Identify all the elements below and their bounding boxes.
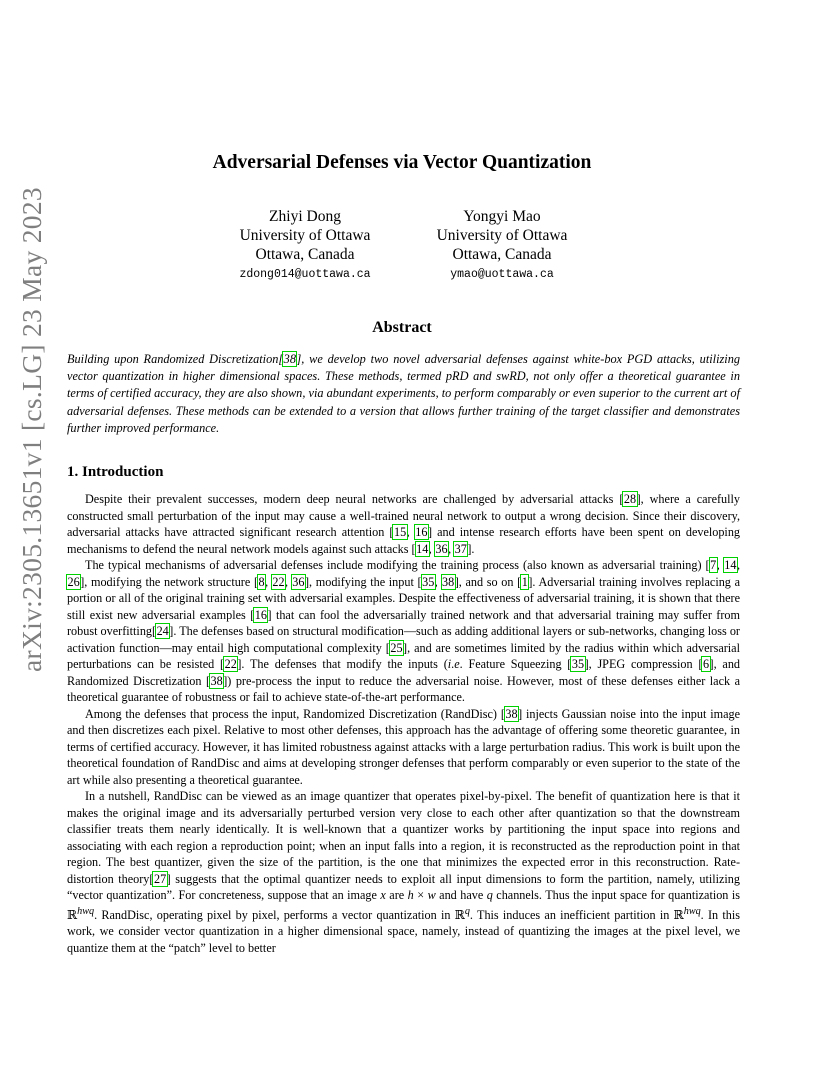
author-email[interactable]: ymao@uottawa.ca (450, 268, 554, 281)
abstract-heading: Abstract (372, 319, 432, 336)
citation-link[interactable]: 7 (710, 558, 717, 572)
author-affiliation: University of Ottawa (239, 227, 371, 244)
citation-link[interactable]: 22 (224, 657, 237, 671)
citation-link[interactable]: 38 (283, 352, 296, 366)
citation-link[interactable]: 16 (415, 525, 428, 539)
paper-title: Adversarial Defenses via Vector Quantization (212, 152, 592, 173)
citation-link[interactable]: 24 (156, 624, 169, 638)
citation-link[interactable]: 14 (416, 541, 429, 556)
author-name: Yongyi Mao (463, 208, 541, 225)
author-affiliation: University of Ottawa (436, 227, 568, 244)
citation-link[interactable]: 35 (422, 574, 435, 589)
citation-link[interactable]: 38 (210, 673, 223, 688)
citation-link[interactable]: 35 (571, 657, 585, 671)
author-email[interactable]: zdong014@uottawa.ca (239, 268, 371, 281)
paragraph: The typical mechanisms of adversarial defenses include modifying the training process (also known as adversarial training) [7, 14, 26], modifying the network structure [8, 22, 36], modifying the input [35, 38], and so on [1]. Adversarial training involves replacing a portion or all of the original training set with adversarial examples. Despite the effectiveness of adversarial training, it is shown that there still exist new adversarial examples [16] that can fool the adversarially trained network and that adversarial training may suffer from robust overfitting[24]. The defenses based on structural modification—such as adding additional layers or sub-networks, changing loss or activation function—may entail high computational complexity [25], and are sometimes limited by the radius within which adversarial perturbations can be resisted [22]. The defenses that modify the inputs (i.e. Feature Squeezing [35], JPEG compression [6], and Randomized Discretization [38]) pre-process the input to reduce the adversarial noise. However, most of these defenses either lack a theoretical guarantee of robustness or fail to achieve state-of-the-art performance. (67, 558, 741, 704)
citation-link[interactable]: 1 (521, 574, 528, 589)
citation-link[interactable]: 36 (292, 574, 305, 589)
citation-link[interactable]: 37 (454, 541, 467, 556)
citation-link[interactable]: 22 (272, 574, 285, 589)
author-location: Ottawa, Canada (452, 246, 552, 263)
citation-link[interactable]: 38 (442, 574, 455, 589)
arxiv-identifier-stamp: arXiv:2305.13651v1 [cs.LG] 23 May 2023 (16, 187, 47, 672)
section-body (67, 491, 740, 956)
citation-link[interactable]: 15 (393, 525, 407, 539)
citation-link[interactable]: 28 (623, 492, 637, 506)
author-name: Zhiyi Dong (269, 208, 341, 225)
citation-link[interactable]: 38 (505, 706, 518, 721)
abstract-text: Building upon Randomized Discretization[38], we develop two novel adversarial defenses against white-box PGD attacks, utilizing vector quantization in higher dimensional spaces. These methods, termed pRD and swRD, not only offer a theoretical guarantee in terms of certified accuracy, they are also shown, via abundant experiments, to perform comparably or even superior to the current art of adversarial defenses. These methods can be extended to a version that allows further training of the target classifier and demonstrates further improved performance. (67, 352, 740, 435)
citation-link[interactable]: 8 (258, 574, 265, 589)
citation-link[interactable]: 14 (724, 558, 737, 572)
citation-link[interactable]: 26 (67, 574, 80, 589)
paragraph: In a nutshell, RandDisc can be viewed as an image quantizer that operates pixel-by-pixel. The benefit of quantization here is that it makes the original image and its adversarially perturbed version very close to each other after quantization so that the downstream classifier treats them nearly identically. It is well-known that a quantizer works by partitioning the input space into regions and associating with each region a reproduction point; when an input falls into a region, it is reconstructed as the reproduction point in that region. The best quantizer, given the size of the partition, is the one that minimizes the expected error in this reconstruction. Rate-distortion theory[27] suggests that the optimal quantizer needs to exploit all input dimensions to form the partition, namely, utilizing “vector quantization”. For concreteness, suppose that an image x are h × w and have q channels. Thus the input space for quantization is ℝ$^{hwq}$. RandDisc, operating pixel by pixel, performs a vector quantization in ℝ$^q$. This induces an inefficient partition in ℝ$^{hwq}$. In this work, we consider vector quantization in a higher dimensional space, namely, instead of quantizing the images at the pixel level, we quantize them at the “patch” level to better (67, 789, 741, 955)
paragraph: Among the defenses that process the input, Randomized Discretization (RandDisc) [38] injects Gaussian noise into the input image and then discretizes each pixel. Relative to most other defenses, this approach has the advantage of offering some theoretic guarantee, in terms of certified accuracy. However, it has limited robustness against attacks with a large perturbation radius. This work is built upon the theoretical foundation of RandDisc and aims at developing stronger defenses that perform comparably or even superior to the state of the art while also presenting a theoretical guarantee. (67, 706, 740, 787)
citation-link[interactable]: 25 (390, 640, 403, 655)
author-location: Ottawa, Canada (255, 246, 355, 263)
paragraph: Despite their prevalent successes, modern deep neural networks are challenged by adversarial attacks [28], where a carefully constructed small perturbation of the input may cause a well-trained neural network to output a wrong decision. Since their discovery, adversarial attacks have attracted significant research attention [15, 16] and intense research efforts have been spent on developing mechanisms to defend the neural network models against such attacks [14, 36, 37]. (67, 492, 741, 556)
citation-link[interactable]: 27 (153, 871, 167, 886)
citation-link[interactable]: 36 (435, 541, 448, 556)
author-block (402, 207, 602, 286)
section-heading: 1. Introduction (67, 464, 164, 480)
author-block (205, 207, 405, 286)
citation-link[interactable]: 16 (254, 607, 267, 622)
citation-link[interactable]: 6 (702, 657, 710, 671)
